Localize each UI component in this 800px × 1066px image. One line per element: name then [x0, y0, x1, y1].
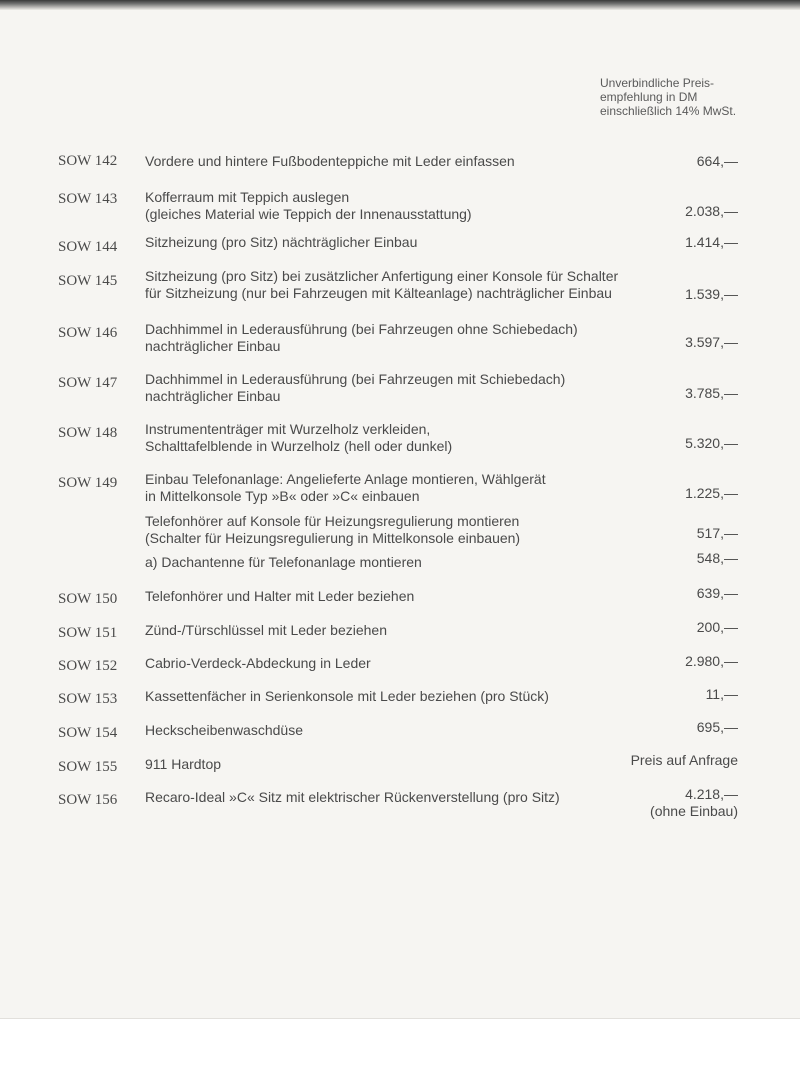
item-price: 664,— [696, 153, 738, 169]
item-description-line: Kofferraum mit Teppich auslegen [145, 189, 350, 205]
item-code: SOW 145 [58, 273, 118, 289]
item-code: SOW 152 [58, 658, 118, 674]
item-description [145, 722, 645, 739]
item-description-line: Vordere und hintere Fußbodenteppiche mit Leder einfassen [145, 153, 515, 169]
item-description-line: Sitzheizung (pro Sitz) nächträglicher Einbau [145, 234, 418, 250]
item-description [145, 513, 645, 547]
item-price: 2.038,— [685, 203, 738, 219]
item-code: SOW 148 [58, 425, 118, 441]
item-code: SOW 153 [58, 691, 118, 707]
item-code: SOW 155 [58, 759, 118, 775]
item-price: 1.414,— [685, 234, 738, 250]
item-description [145, 234, 645, 251]
item-description-line: Sitzheizung (pro Sitz) bei zusätzlicher Anfertigung einer Konsole für Schalter [145, 268, 619, 284]
item-price: 548,— [696, 550, 738, 566]
price-note [600, 76, 750, 118]
item-description [145, 588, 645, 605]
item-price-value: 4.218,— [685, 786, 738, 802]
item-price: 639,— [696, 585, 738, 601]
item-description-line: Recaro-Ideal »C« Sitz mit elektrischer Rückenverstellung (pro Sitz) [145, 789, 560, 805]
item-price: Preis auf Anfrage [630, 752, 738, 768]
item-description-line: in Mittelkonsole Typ »B« oder »C« einbauen [145, 488, 420, 504]
price-note-line: Unverbindliche Preis- [600, 76, 715, 90]
item-description-line: nachträglicher Einbau [145, 338, 281, 354]
item-description-line: Einbau Telefonanlage: Angelieferte Anlage montieren, Wählgerät [145, 471, 546, 487]
item-description-line: Telefonhörer auf Konsole für Heizungsregulierung montieren [145, 513, 520, 529]
item-price: 517,— [696, 525, 738, 541]
item-code: SOW 147 [58, 375, 118, 391]
item-code: SOW 151 [58, 625, 118, 641]
item-description [145, 189, 645, 223]
scan-bottom-margin [0, 1018, 800, 1066]
item-description [145, 789, 645, 806]
item-description [145, 554, 645, 571]
item-price: 695,— [696, 719, 738, 735]
item-description-line: Kassettenfächer in Serienkonsole mit Leder beziehen (pro Stück) [145, 688, 549, 704]
item-price [685, 786, 738, 803]
item-description-line: (gleiches Material wie Teppich der Innenausstattung) [145, 206, 472, 222]
item-description [145, 471, 645, 505]
item-description [145, 153, 645, 170]
item-description-line: Dachhimmel in Lederausführung (bei Fahrzeugen ohne Schiebedach) [145, 321, 578, 337]
item-description-line: Zünd-/Türschlüssel mit Leder beziehen [145, 622, 388, 638]
item-description [145, 756, 645, 773]
item-price: 11,— [705, 686, 738, 702]
item-description-line: a) Dachantenne für Telefonanlage montieren [145, 554, 422, 570]
item-description [145, 655, 645, 672]
item-description-line: Dachhimmel in Lederausführung (bei Fahrzeugen mit Schiebedach) [145, 371, 566, 387]
item-description [145, 321, 645, 355]
item-description-line: Instrumententräger mit Wurzelholz verkleiden, [145, 421, 431, 437]
item-description-line: für Sitzheizung (nur bei Fahrzeugen mit Kälteanlage) nachträglicher Einbau [145, 285, 612, 301]
item-description-line: 911 Hardtop [145, 756, 222, 772]
item-code: SOW 149 [58, 475, 118, 491]
item-description-line: Heckscheibenwaschdüse [145, 722, 303, 738]
item-description-line: Cabrio-Verdeck-Abdeckung in Leder [145, 655, 371, 671]
item-code: SOW 150 [58, 591, 118, 607]
item-price: 3.785,— [685, 385, 738, 401]
item-code: SOW 154 [58, 725, 118, 741]
item-price: 200,— [696, 619, 738, 635]
item-price: 1.225,— [685, 485, 738, 501]
item-code: SOW 156 [58, 792, 118, 808]
item-code: SOW 142 [58, 153, 118, 169]
item-description-line: nachträglicher Einbau [145, 388, 281, 404]
price-note-line: einschließlich 14% MwSt. [600, 104, 737, 118]
item-description [145, 268, 645, 302]
item-price: 2.980,— [685, 653, 738, 669]
item-price: 5.320,— [685, 435, 738, 451]
item-code: SOW 143 [58, 191, 118, 207]
item-code: SOW 144 [58, 239, 118, 255]
item-description [145, 622, 645, 639]
item-description-line: (Schalter für Heizungsregulierung in Mittelkonsole einbauen) [145, 530, 521, 546]
item-price-note: (ohne Einbau) [650, 803, 738, 819]
item-code: SOW 146 [58, 325, 118, 341]
item-description-line: Telefonhörer und Halter mit Leder beziehen [145, 588, 415, 604]
item-description [145, 688, 645, 705]
item-description [145, 371, 645, 405]
price-note-line: empfehlung in DM [600, 90, 698, 104]
item-price: 3.597,— [685, 334, 738, 350]
item-description [145, 421, 645, 455]
item-price: 1.539,— [685, 286, 738, 302]
item-description-line: Schalttafelblende in Wurzelholz (hell oder dunkel) [145, 438, 453, 454]
